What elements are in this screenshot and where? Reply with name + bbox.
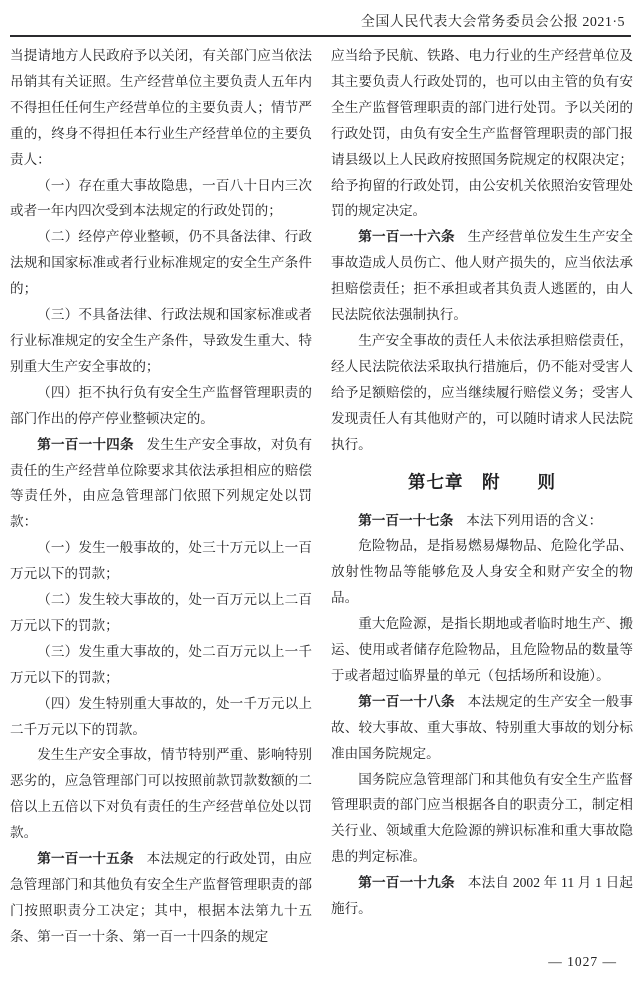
article-number: 第一百一十七条 [358, 512, 454, 528]
paragraph: （四）发生特别重大事故的，处一千万元以上二千万元以下的罚款。 [10, 695, 312, 737]
paragraph: （一）发生一般事故的，处三十万元以上一百万元以下的罚款； [10, 540, 312, 582]
article-number: 第一百一十四条 [37, 436, 134, 452]
paragraph: （二）发生较大事故的，处一百万元以上二百万元以下的罚款； [10, 592, 312, 633]
paragraph: 发生生产安全事故，情节特别严重、影响特别恶劣的，应急管理部门可以按照前款罚款数额的二倍以上五倍以下对负有责任的生产经营单位处以罚款。 [10, 747, 312, 841]
paragraph: 第一百一十六条 生产经营单位发生生产安全事故造成人员伤亡、他人财产损失的，应当依法承担赔偿责任；拒不承担或者其负责人逃匿的，由人民法院依法强制执行。 [331, 229, 634, 323]
paragraph: （四）拒不执行负有安全生产监督管理职责的部门作出的停产停业整顿决定的。 [10, 384, 312, 426]
running-header: 全国人民代表大会常务委员会公报 2021·5 [360, 15, 625, 30]
paragraph: 第一百一十四条 发生生产安全事故，对负有责任的生产经营单位除要求其依法承担相应的赔偿等责任外，由应急管理部门依照下列规定处以罚款： [10, 436, 313, 530]
header-rule [10, 35, 631, 37]
paragraph: 重大危险源，是指长期地或者临时地生产、搬运、使用或者储存危险物品，且危险物品的数量等于或者超过临界量的单元（包括场所和设施）。 [331, 616, 633, 683]
article-number: 第一百一十六条 [358, 229, 455, 245]
article-number: 第一百一十五条 [37, 851, 134, 867]
page-number: — 1027 — [548, 954, 617, 969]
text-columns [10, 43, 634, 950]
paragraph: （三）不具备法律、行政法规和国家标准或者行业标准规定的安全生产条件，导致发生重大、特别重大生产安全事故的； [10, 307, 312, 374]
paragraph: 生产安全事故的责任人未依法承担赔偿责任，经人民法院依法采取执行措施后，仍不能对受害人给予足额赔偿的，应当继续履行赔偿义务；受害人发现责任人有其他财产的，可以随时请求人民法院执行。 [331, 332, 633, 452]
right-column [331, 43, 633, 950]
paragraph: 第一百一十九条 本法自 2002 年 11 月 1 日起施行。 [331, 875, 634, 917]
paragraph: （一）存在重大事故隐患，一百八十日内三次或者一年内四次受到本法规定的行政处罚的； [10, 177, 312, 219]
left-column [10, 43, 312, 950]
paragraph: 第一百一十五条 本法规定的行政处罚，由应急管理部门和其他负有安全生产监督管理职责的部门按照职责分工决定；其中，根据本法第九十五条、第一百一十条、第一百一十四条的规定 [10, 851, 313, 944]
article-number: 第一百一十八条 [358, 693, 455, 709]
paragraph: 危险物品，是指易燃易爆物品、危险化学品、放射性物品等能够危及人身安全和财产安全的物品。 [331, 538, 633, 606]
chapter-heading: 第七章 附 则 [408, 471, 556, 492]
paragraph: 国务院应急管理部门和其他负有安全生产监督管理职责的部门应当根据各自的职责分工，制定相关行业、领域重大危险源的辨识标准和重大事故隐患的判定标准。 [331, 771, 633, 865]
paragraph: 当提请地方人民政府予以关闭，有关部门应当依法吊销其有关证照。生产经营单位主要负责人五年内不得担任任何生产经营单位的主要负责人；情节严重的，终身不得担任本行业生产经营单位的主要负责人： [10, 48, 312, 167]
paragraph: 第一百一十七条 本法下列用语的含义： [358, 512, 603, 528]
paragraph: 第一百一十八条 本法规定的生产安全一般事故、较大事故、重大事故、特别重大事故的划分标准由国务院规定。 [331, 693, 634, 761]
article-number: 第一百一十九条 [358, 875, 455, 891]
paragraph: （三）发生重大事故的，处二百万元以上一千万元以下的罚款； [10, 643, 312, 685]
paragraph: （二）经停产停业整顿，仍不具备法律、行政法规和国家标准或者行业标准规定的安全生产条件的； [10, 229, 312, 297]
paragraph: 应当给予民航、铁路、电力行业的生产经营单位及其主要负责人行政处罚的，也可以由主管的负有安全生产监督管理职责的部门进行处罚。予以关闭的行政处罚，由负有安全生产监督管理职责的部门报请县级以上人民政府按照国务院规定的权限决定；给予拘留的行政处罚，由公安机关依照治安管理处罚的规定决定。 [331, 48, 633, 219]
